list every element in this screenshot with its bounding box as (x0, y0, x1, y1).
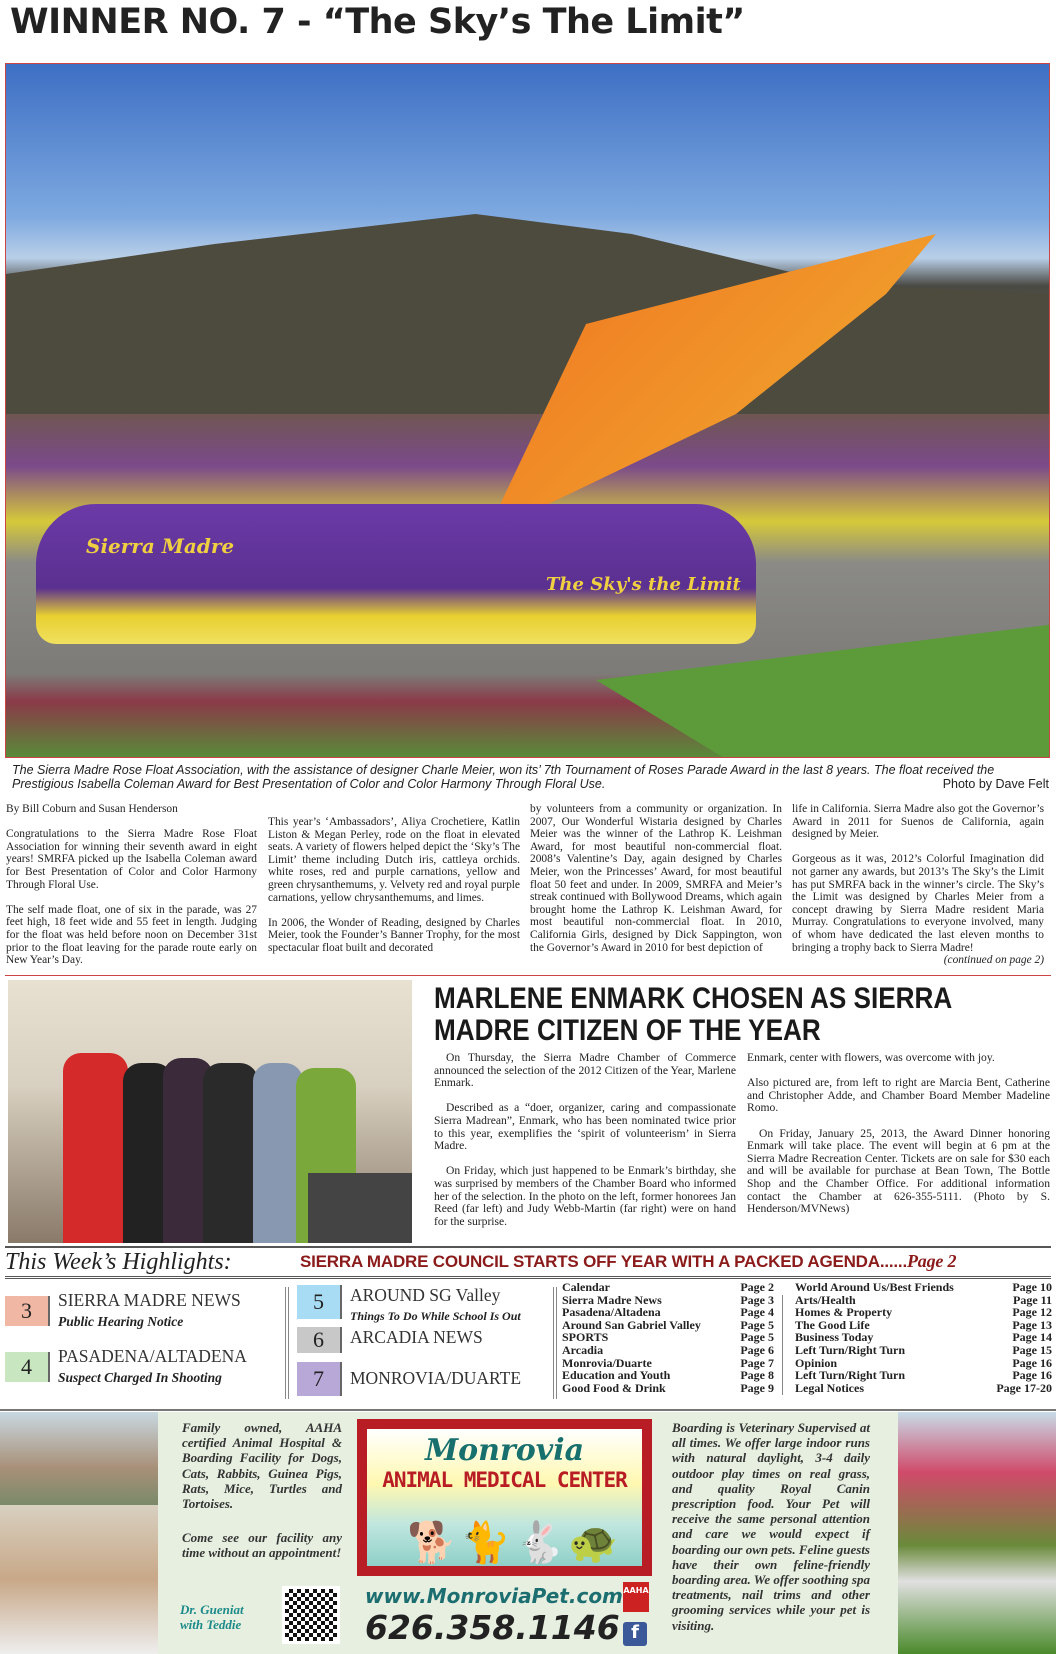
paragraph: life in California. Sierra Madre also got the Governor’s Award in 2011 for Suenos de California, again designed by Meier. (792, 803, 1044, 841)
boarding-description: Boarding is Veterinary Supervised at all times. We offer large indoor runs with natural daylight, 3-4 daily outdoor play times on real grass, and quality Royal Canin prescription food. Your Pet will receive the same personal attention and care we would expect if boarding our own pets. Feline guests have their own feline-friendly boarding area. We offer soothing spa treatments, nail trims and other grooming services while your pet is visiting. (672, 1420, 870, 1633)
index-label: Pasadena/Altadena (562, 1305, 661, 1320)
index-page: Page 8 (740, 1368, 774, 1383)
index-page: Page 14 (1012, 1330, 1052, 1345)
index-row[interactable] (795, 1369, 1052, 1382)
paragraph: On Friday, January 25, 2013, the Award Dinner honoring Enmark will take place. The event will begin at 6 pm at the Sierra Madre Recreation Center. Tickets are on sale for $30 each and will be available for purchase at Bean Town, The Bottle Shop and the Chamber Office. For additional information contact the Chamber at 626-355-5111. (Photo by S. Henderson/MVNews) (747, 1126, 1050, 1216)
index-page: Page 3 (740, 1292, 774, 1307)
section-5[interactable] (297, 1285, 521, 1324)
index-page: Page 6 (740, 1342, 774, 1357)
logo-script: Monrovia (424, 1433, 585, 1468)
column-rule (553, 1287, 557, 1399)
divider (5, 1246, 1051, 1248)
section-subtitle: Things To Do While School Is Out (350, 1309, 521, 1323)
float-banner-left: Sierra Madre (86, 534, 235, 558)
index-page: Page 11 (1013, 1292, 1052, 1307)
photo-caption-block (12, 763, 1047, 791)
index-row[interactable] (795, 1344, 1052, 1357)
doctor-caption: Dr. Gueniat with Teddie (180, 1602, 244, 1633)
index-page: Page 12 (1012, 1305, 1052, 1320)
divider (5, 1276, 1051, 1279)
hospital-building-photo (0, 1412, 158, 1505)
divider (5, 975, 1051, 976)
page-index-2 (795, 1281, 1052, 1394)
continued-link[interactable]: (continued on page 2) (943, 954, 1044, 967)
mountain-backdrop (6, 214, 1049, 414)
section-number: 3 (5, 1296, 50, 1326)
paragraph: On Friday, which just happened to be Enmark’s birthday, she was surprised by members of the Chamber Board who informed her of the selection. In the photo on the left, former honorees Jan Reed (far left) and Judy Webb-Martin (far right) were on hand for the surprise. (434, 1164, 736, 1228)
phone-number[interactable]: 626.358.1146 (365, 1608, 620, 1647)
index-label: Legal Notices (795, 1380, 864, 1395)
index-label: Good Food & Drink (562, 1380, 666, 1395)
article-column-3 (530, 803, 782, 973)
index-page: Page 5 (740, 1317, 774, 1332)
index-row[interactable] (795, 1382, 1052, 1395)
highlights-label: This Week’s Highlights: (5, 1249, 232, 1275)
paragraph: Congratulations to the Sierra Madre Rose Float Association for winning their seventh award in eight years! SMRFA picked up the Isabella Coleman award for Best Presentation of Color and Color Harmony Through Floral Use. (6, 828, 257, 891)
paragraph: Described as a “doer, organizer, caring and compassionate Sierra Madrean”, Enmark, who has been nominated twice prior to this year, exemplifies the ‘spirit of volunteerism’ in Sierra Madre. (434, 1101, 736, 1153)
index-row[interactable] (795, 1306, 1052, 1319)
index-page: Page 4 (740, 1305, 774, 1320)
index-label: Left Turn/Right Turn (795, 1342, 906, 1357)
index-label: Opinion (795, 1355, 838, 1370)
index-row[interactable] (562, 1344, 774, 1357)
section-3[interactable] (5, 1290, 241, 1330)
doctor-photo (0, 1505, 158, 1654)
index-page: Page 17-20 (996, 1380, 1052, 1395)
index-page: Page 15 (1012, 1342, 1052, 1357)
page-title: WINNER NO. 7 - “The Sky’s The Limit” (10, 2, 745, 42)
index-label: World Around Us/Best Friends (795, 1280, 954, 1294)
section-number: 4 (5, 1352, 50, 1382)
index-page: Page 2 (740, 1280, 774, 1294)
section-title: SIERRA MADRE NEWS (58, 1290, 241, 1310)
index-page: Page 13 (1012, 1317, 1052, 1332)
article-column-1 (6, 803, 257, 973)
index-row[interactable] (795, 1281, 1052, 1294)
photo-caption: The Sierra Madre Rose Float Association, with the assistance of designer Charle Meier, won its’ 7th Tournament of Roses Parade Award in the last 8 years. The float received the Prestigious Isabella Coleman Award for Best Presentation of Color and Color Harmony Through Floral Use. (12, 763, 995, 791)
paragraph: The self made float, one of six in the parade, was 27 feet high, 18 feet wide and 55 feet in length. Judging for the float was held before noon on December 31st prior to the float leaving for the parade route early on New Year’s Day. (6, 903, 257, 967)
index-label: Education and Youth (562, 1368, 671, 1383)
paragraph: Enmark, center with flowers, was overcome with joy. (747, 1052, 995, 1064)
index-row[interactable] (562, 1369, 774, 1382)
section-number: 6 (297, 1327, 342, 1353)
column-rule (285, 1287, 289, 1399)
logo-name: ANIMAL MEDICAL CENTER (382, 1468, 627, 1492)
article-column-2 (268, 816, 520, 973)
section-number: 7 (297, 1362, 342, 1396)
section-subtitle: Suspect Charged In Shooting (58, 1370, 222, 1385)
index-label: Monrovia/Duarte (562, 1355, 652, 1370)
paragraph: by volunteers from a community or organization. In 2007, Our Wonderful Wistaria designed by Charles Meier was the winner of the Lathrop K. Leishman Award, for most beautiful non-commercial float. 2008’s Valentine’s Day, again designed by Charles Meier, won the Princesses’ Award, for most beautiful float 50 feet and under. In 2009, SMRFA and Meier’s streak continued with Bollywood Dreams, which again brought home the Lathrop K. Leishman Award, for most beautiful non-commercial float. In 2010, California Girls, designed by Dick Sappington, won the Governor’s Award in 2010 for best depiction of (530, 803, 782, 954)
pet-silhouettes-icon: 🐕🐈🐇🐢 (407, 1520, 623, 1565)
grass (596, 624, 1050, 758)
index-row[interactable] (562, 1382, 774, 1395)
index-label: Homes & Property (795, 1305, 893, 1320)
counter (308, 1173, 412, 1243)
ad-description: Family owned, AAHA certified Animal Hospital & Boarding Facility for Dogs, Cats, Rabbits, Guinea Pigs, Rats, Mice, Turtles and Tortoises. (182, 1420, 342, 1512)
index-label: Calendar (562, 1280, 610, 1294)
index-page: Page 10 (1012, 1280, 1052, 1294)
index-label: The Good Life (795, 1317, 870, 1332)
float-banner-right: The Sky's the Limit (546, 574, 741, 595)
index-label: Business Today (795, 1330, 874, 1345)
section-subtitle: Public Hearing Notice (58, 1314, 184, 1329)
index-label: Sierra Madre News (562, 1292, 662, 1307)
headline-text: SIERRA MADRE COUNCIL STARTS OFF YEAR WITH A PACKED AGENDA...... (300, 1252, 907, 1271)
person (203, 1063, 258, 1243)
qr-code-icon[interactable] (282, 1586, 340, 1644)
rose-float-photo (5, 63, 1050, 758)
paragraph: Gorgeous as it was, 2012’s Colorful Imagination did not garner any awards, but 2013’s The Sky’s the Limit has put SMRFA back in the winner’s circle. The Sky’s the Limit was designed by Charles Meier from a concept drawing by Sierra Madre resident Maria Murray. Congratulations to everyone involved, many of whom have dedicated the last eleven months to bringing a trophy back to Sierra Madre! (792, 853, 1044, 954)
index-label: Left Turn/Right Turn (795, 1368, 906, 1383)
index-page: Page 16 (1012, 1355, 1052, 1370)
divider (0, 1409, 1056, 1411)
citizen-column-2 (747, 1052, 1050, 1242)
citizen-headline: MARLENE ENMARK CHOSEN AS SIERRA MADRE CITIZEN OF THE YEAR (434, 982, 952, 1047)
page-index-1 (562, 1281, 774, 1394)
aaha-badge: AAHA (623, 1582, 649, 1612)
facebook-icon[interactable]: f (623, 1622, 647, 1646)
highlights-headline[interactable] (300, 1251, 956, 1272)
clinic-logo (357, 1419, 652, 1576)
section-title: MONROVIA/DUARTE (350, 1368, 522, 1388)
column-rule (782, 1295, 783, 1395)
paragraph: On Thursday, the Sierra Madre Chamber of Commerce announced the selection of the 2012 Citizen of the Year, Marlene Enmark. (434, 1052, 736, 1090)
section-4[interactable] (5, 1346, 247, 1386)
byline: By Bill Coburn and Susan Henderson (6, 803, 178, 815)
photo-credit: Photo by Dave Felt (942, 777, 1049, 791)
garden-photo (898, 1412, 1056, 1654)
paragraph: Also pictured are, from left to right are Marcia Bent, Catherine and Christopher Adde, and Chamber Board Member Madeline Romo. (747, 1076, 1050, 1115)
section-title: PASADENA/ALTADENA (58, 1346, 247, 1366)
paragraph: This year’s ‘Ambassadors’, Aliya Crochetiere, Katlin Liston & Megan Perley, rode on the float in elevated seats. A variety of flowers helped depict the ‘Sky’s The Limit’ theme including Dutch iris, cattleya orchids. white roses, red and purple carnations, yellow and green chrysanthemums, y. Velvety red and royal purple carnations, yellow chrysanthemums, and limes. (268, 816, 520, 904)
person (63, 1053, 128, 1243)
section-title: ARCADIA NEWS (350, 1327, 483, 1347)
index-row[interactable] (562, 1281, 774, 1294)
ad-invitation: Come see our facility any time without an appointment! (182, 1530, 342, 1561)
index-page: Page 16 (1012, 1368, 1052, 1383)
index-page: Page 9 (740, 1380, 774, 1395)
index-label: SPORTS (562, 1330, 609, 1345)
article-column-4 (792, 803, 1044, 973)
citizen-photo (8, 980, 412, 1243)
paragraph: In 2006, the Wonder of Reading, designed by Charles Meier, took the Founder’s Banner Trophy, for the most spectacular float built and decorated (268, 916, 520, 954)
animal-hospital-ad[interactable] (0, 1412, 1056, 1654)
section-6[interactable] (297, 1327, 483, 1353)
section-title: AROUND SG Valley (350, 1285, 501, 1305)
headline-page: Page 2 (906, 1251, 957, 1271)
index-label: Around San Gabriel Valley (562, 1317, 701, 1332)
website-link[interactable]: www.MonroviaPet.com (365, 1584, 623, 1608)
section-7[interactable] (297, 1362, 521, 1396)
index-row[interactable] (562, 1306, 774, 1319)
section-number: 5 (297, 1285, 342, 1319)
citizen-column-1 (434, 1052, 736, 1242)
index-page: Page 7 (740, 1355, 774, 1370)
index-label: Arcadia (562, 1342, 604, 1357)
index-label: Arts/Health (795, 1292, 856, 1307)
index-page: Page 5 (740, 1330, 774, 1345)
